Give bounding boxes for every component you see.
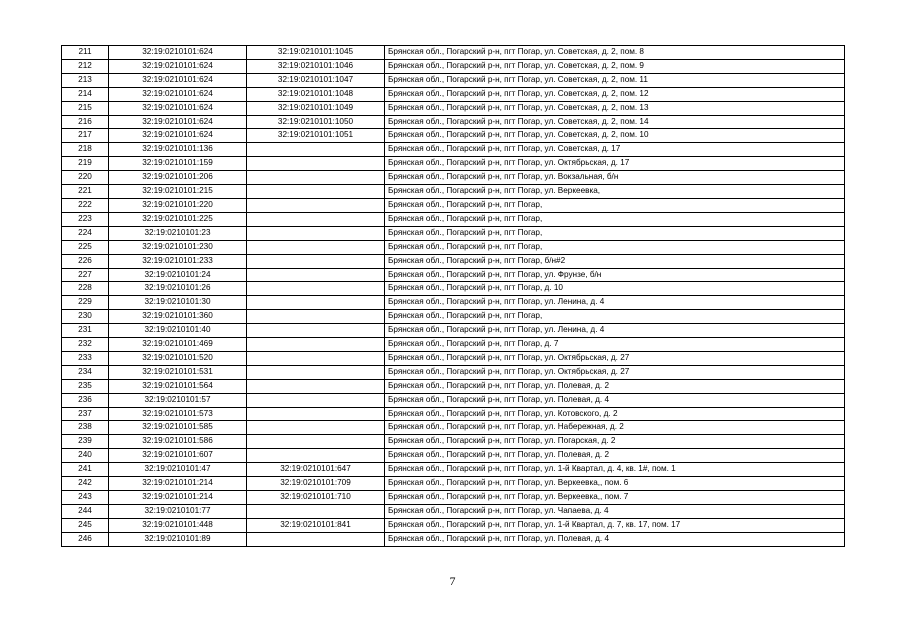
table-row <box>62 379 845 393</box>
sub-object-number-cell <box>247 310 385 324</box>
sub-object-number-cell: 32:19:0210101:1051 <box>247 129 385 143</box>
sub-object-number-cell <box>247 435 385 449</box>
cadastral-number-cell: 32:19:0210101:159 <box>109 157 247 171</box>
table-row <box>62 254 845 268</box>
address-cell: Брянская обл., Погарский р-н, пгт Погар, ул. Советская, д. 2, пом. 14 <box>385 115 845 129</box>
table-row <box>62 198 845 212</box>
table-row <box>62 296 845 310</box>
row-number-cell: 243 <box>62 491 109 505</box>
address-cell: Брянская обл., Погарский р-н, пгт Погар, ул. Веркеевка,, пом. 7 <box>385 491 845 505</box>
address-cell: Брянская обл., Погарский р-н, пгт Погар, ул. Советская, д. 2, пом. 11 <box>385 73 845 87</box>
cadastral-number-cell: 32:19:0210101:206 <box>109 171 247 185</box>
address-cell: Брянская обл., Погарский р-н, пгт Погар, <box>385 310 845 324</box>
row-number-cell: 216 <box>62 115 109 129</box>
table-row <box>62 143 845 157</box>
row-number-cell: 226 <box>62 254 109 268</box>
table-row <box>62 532 845 546</box>
table-row <box>62 421 845 435</box>
cadastral-number-cell: 32:19:0210101:47 <box>109 463 247 477</box>
address-cell: Брянская обл., Погарский р-н, пгт Погар, д. 7 <box>385 338 845 352</box>
row-number-cell: 238 <box>62 421 109 435</box>
table-row <box>62 240 845 254</box>
cadastral-number-cell: 32:19:0210101:564 <box>109 379 247 393</box>
table-row <box>62 129 845 143</box>
address-cell: Брянская обл., Погарский р-н, пгт Погар, <box>385 212 845 226</box>
row-number-cell: 233 <box>62 351 109 365</box>
table-row <box>62 324 845 338</box>
row-number-cell: 239 <box>62 435 109 449</box>
table-row <box>62 310 845 324</box>
address-cell: Брянская обл., Погарский р-н, пгт Погар, ул. Полевая, д. 2 <box>385 449 845 463</box>
cadastral-number-cell: 32:19:0210101:624 <box>109 46 247 60</box>
table-row <box>62 393 845 407</box>
cadastral-number-cell: 32:19:0210101:24 <box>109 268 247 282</box>
row-number-cell: 228 <box>62 282 109 296</box>
cadastral-number-cell: 32:19:0210101:448 <box>109 518 247 532</box>
table-row <box>62 435 845 449</box>
sub-object-number-cell <box>247 393 385 407</box>
address-cell: Брянская обл., Погарский р-н, пгт Погар, ул. Полевая, д. 4 <box>385 532 845 546</box>
address-cell: Брянская обл., Погарский р-н, пгт Погар, ул. Ленина, д. 4 <box>385 324 845 338</box>
address-cell: Брянская обл., Погарский р-н, пгт Погар, <box>385 198 845 212</box>
row-number-cell: 212 <box>62 59 109 73</box>
cadastral-number-cell: 32:19:0210101:233 <box>109 254 247 268</box>
table-row <box>62 463 845 477</box>
address-cell: Брянская обл., Погарский р-н, пгт Погар, ул. Ленина, д. 4 <box>385 296 845 310</box>
cadastral-number-cell: 32:19:0210101:40 <box>109 324 247 338</box>
table-row <box>62 365 845 379</box>
row-number-cell: 235 <box>62 379 109 393</box>
table-row <box>62 185 845 199</box>
sub-object-number-cell: 32:19:0210101:709 <box>247 477 385 491</box>
row-number-cell: 225 <box>62 240 109 254</box>
address-cell: Брянская обл., Погарский р-н, пгт Погар, ул. Веркеевка,, пом. 6 <box>385 477 845 491</box>
cadastral-number-cell: 32:19:0210101:89 <box>109 532 247 546</box>
sub-object-number-cell <box>247 296 385 310</box>
page-number: 7 <box>449 574 456 588</box>
sub-object-number-cell <box>247 421 385 435</box>
cadastral-number-cell: 32:19:0210101:360 <box>109 310 247 324</box>
address-cell: Брянская обл., Погарский р-н, пгт Погар, ул. Советская, д. 2, пом. 8 <box>385 46 845 60</box>
address-cell: Брянская обл., Погарский р-н, пгт Погар, ул. Полевая, д. 4 <box>385 393 845 407</box>
cadastral-number-cell: 32:19:0210101:214 <box>109 491 247 505</box>
row-number-cell: 237 <box>62 407 109 421</box>
sub-object-number-cell <box>247 226 385 240</box>
sub-object-number-cell <box>247 143 385 157</box>
sub-object-number-cell: 32:19:0210101:1048 <box>247 87 385 101</box>
address-cell: Брянская обл., Погарский р-н, пгт Погар, ул. 1-й Квартал, д. 7, кв. 17, пом. 17 <box>385 518 845 532</box>
sub-object-number-cell: 32:19:0210101:1047 <box>247 73 385 87</box>
address-cell: Брянская обл., Погарский р-н, пгт Погар, д. 10 <box>385 282 845 296</box>
row-number-cell: 218 <box>62 143 109 157</box>
row-number-cell: 227 <box>62 268 109 282</box>
row-number-cell: 232 <box>62 338 109 352</box>
row-number-cell: 223 <box>62 212 109 226</box>
cadastral-number-cell: 32:19:0210101:624 <box>109 115 247 129</box>
sub-object-number-cell <box>247 324 385 338</box>
sub-object-number-cell <box>247 365 385 379</box>
sub-object-number-cell: 32:19:0210101:1045 <box>247 46 385 60</box>
table-row <box>62 504 845 518</box>
cadastral-number-cell: 32:19:0210101:624 <box>109 59 247 73</box>
cadastral-number-cell: 32:19:0210101:230 <box>109 240 247 254</box>
row-number-cell: 230 <box>62 310 109 324</box>
table-row <box>62 59 845 73</box>
cadastral-number-cell: 32:19:0210101:469 <box>109 338 247 352</box>
sub-object-number-cell: 32:19:0210101:841 <box>247 518 385 532</box>
cadastral-number-cell: 32:19:0210101:624 <box>109 129 247 143</box>
row-number-cell: 221 <box>62 185 109 199</box>
row-number-cell: 217 <box>62 129 109 143</box>
row-number-cell: 244 <box>62 504 109 518</box>
table-row <box>62 518 845 532</box>
table-row <box>62 449 845 463</box>
cadastral-number-cell: 32:19:0210101:624 <box>109 73 247 87</box>
sub-object-number-cell <box>247 198 385 212</box>
sub-object-number-cell <box>247 504 385 518</box>
sub-object-number-cell <box>247 407 385 421</box>
cadastral-number-cell: 32:19:0210101:607 <box>109 449 247 463</box>
table-row <box>62 338 845 352</box>
cadastral-number-cell: 32:19:0210101:585 <box>109 421 247 435</box>
cadastral-number-cell: 32:19:0210101:531 <box>109 365 247 379</box>
address-cell: Брянская обл., Погарский р-н, пгт Погар, ул. Погарская, д. 2 <box>385 435 845 449</box>
table-row <box>62 226 845 240</box>
sub-object-number-cell: 32:19:0210101:647 <box>247 463 385 477</box>
cadastral-number-cell: 32:19:0210101:225 <box>109 212 247 226</box>
address-cell: Брянская обл., Погарский р-н, пгт Погар, ул. Советская, д. 2, пом. 9 <box>385 59 845 73</box>
cadastral-number-cell: 32:19:0210101:57 <box>109 393 247 407</box>
sub-object-number-cell <box>247 379 385 393</box>
row-number-cell: 211 <box>62 46 109 60</box>
address-cell: Брянская обл., Погарский р-н, пгт Погар, ул. Вокзальная, б/н <box>385 171 845 185</box>
row-number-cell: 245 <box>62 518 109 532</box>
address-cell: Брянская обл., Погарский р-н, пгт Погар, ул. Октябрьская, д. 17 <box>385 157 845 171</box>
row-number-cell: 234 <box>62 365 109 379</box>
row-number-cell: 215 <box>62 101 109 115</box>
address-cell: Брянская обл., Погарский р-н, пгт Погар, <box>385 226 845 240</box>
table-row <box>62 268 845 282</box>
property-registry-table <box>61 45 845 547</box>
sub-object-number-cell <box>247 268 385 282</box>
cadastral-number-cell: 32:19:0210101:220 <box>109 198 247 212</box>
address-cell: Брянская обл., Погарский р-н, пгт Погар, ул. Фрунзе, б/н <box>385 268 845 282</box>
row-number-cell: 246 <box>62 532 109 546</box>
table-row <box>62 115 845 129</box>
address-cell: Брянская обл., Погарский р-н, пгт Погар, ул. Набережная, д. 2 <box>385 421 845 435</box>
address-cell: Брянская обл., Погарский р-н, пгт Погар, ул. Полевая, д. 2 <box>385 379 845 393</box>
address-cell: Брянская обл., Погарский р-н, пгт Погар, ул. Веркеевка, <box>385 185 845 199</box>
row-number-cell: 241 <box>62 463 109 477</box>
cadastral-number-cell: 32:19:0210101:624 <box>109 101 247 115</box>
table-row <box>62 171 845 185</box>
table-row <box>62 101 845 115</box>
sub-object-number-cell <box>247 240 385 254</box>
cadastral-number-cell: 32:19:0210101:77 <box>109 504 247 518</box>
table-row <box>62 46 845 60</box>
cadastral-number-cell: 32:19:0210101:586 <box>109 435 247 449</box>
table-row <box>62 157 845 171</box>
sub-object-number-cell <box>247 282 385 296</box>
sub-object-number-cell: 32:19:0210101:1049 <box>247 101 385 115</box>
registry-table-body <box>62 46 845 547</box>
sub-object-number-cell: 32:19:0210101:710 <box>247 491 385 505</box>
row-number-cell: 229 <box>62 296 109 310</box>
cadastral-number-cell: 32:19:0210101:214 <box>109 477 247 491</box>
cadastral-number-cell: 32:19:0210101:573 <box>109 407 247 421</box>
address-cell: Брянская обл., Погарский р-н, пгт Погар, б/н#2 <box>385 254 845 268</box>
cadastral-number-cell: 32:19:0210101:23 <box>109 226 247 240</box>
cadastral-number-cell: 32:19:0210101:520 <box>109 351 247 365</box>
table-row <box>62 407 845 421</box>
table-row <box>62 351 845 365</box>
address-cell: Брянская обл., Погарский р-н, пгт Погар, ул. Советская, д. 2, пом. 10 <box>385 129 845 143</box>
address-cell: Брянская обл., Погарский р-н, пгт Погар, ул. 1-й Квартал, д. 4, кв. 1#, пом. 1 <box>385 463 845 477</box>
address-cell: Брянская обл., Погарский р-н, пгт Погар, ул. Чапаева, д. 4 <box>385 504 845 518</box>
address-cell: Брянская обл., Погарский р-н, пгт Погар, ул. Советская, д. 17 <box>385 143 845 157</box>
table-row <box>62 87 845 101</box>
row-number-cell: 214 <box>62 87 109 101</box>
sub-object-number-cell <box>247 532 385 546</box>
row-number-cell: 240 <box>62 449 109 463</box>
cadastral-number-cell: 32:19:0210101:30 <box>109 296 247 310</box>
address-cell: Брянская обл., Погарский р-н, пгт Погар, ул. Октябрьская, д. 27 <box>385 351 845 365</box>
cadastral-number-cell: 32:19:0210101:26 <box>109 282 247 296</box>
row-number-cell: 213 <box>62 73 109 87</box>
row-number-cell: 224 <box>62 226 109 240</box>
row-number-cell: 231 <box>62 324 109 338</box>
table-row <box>62 212 845 226</box>
sub-object-number-cell <box>247 157 385 171</box>
row-number-cell: 242 <box>62 477 109 491</box>
row-number-cell: 220 <box>62 171 109 185</box>
row-number-cell: 222 <box>62 198 109 212</box>
row-number-cell: 236 <box>62 393 109 407</box>
sub-object-number-cell <box>247 254 385 268</box>
address-cell: Брянская обл., Погарский р-н, пгт Погар, ул. Октябрьская, д. 27 <box>385 365 845 379</box>
address-cell: Брянская обл., Погарский р-н, пгт Погар, ул. Котовского, д. 2 <box>385 407 845 421</box>
sub-object-number-cell <box>247 338 385 352</box>
table-row <box>62 282 845 296</box>
cadastral-number-cell: 32:19:0210101:215 <box>109 185 247 199</box>
table-row <box>62 491 845 505</box>
row-number-cell: 219 <box>62 157 109 171</box>
address-cell: Брянская обл., Погарский р-н, пгт Погар, <box>385 240 845 254</box>
cadastral-number-cell: 32:19:0210101:136 <box>109 143 247 157</box>
cadastral-number-cell: 32:19:0210101:624 <box>109 87 247 101</box>
table-row <box>62 73 845 87</box>
address-cell: Брянская обл., Погарский р-н, пгт Погар, ул. Советская, д. 2, пом. 13 <box>385 101 845 115</box>
sub-object-number-cell <box>247 212 385 226</box>
sub-object-number-cell: 32:19:0210101:1050 <box>247 115 385 129</box>
sub-object-number-cell: 32:19:0210101:1046 <box>247 59 385 73</box>
sub-object-number-cell <box>247 185 385 199</box>
sub-object-number-cell <box>247 449 385 463</box>
sub-object-number-cell <box>247 351 385 365</box>
sub-object-number-cell <box>247 171 385 185</box>
address-cell: Брянская обл., Погарский р-н, пгт Погар, ул. Советская, д. 2, пом. 12 <box>385 87 845 101</box>
table-row <box>62 477 845 491</box>
